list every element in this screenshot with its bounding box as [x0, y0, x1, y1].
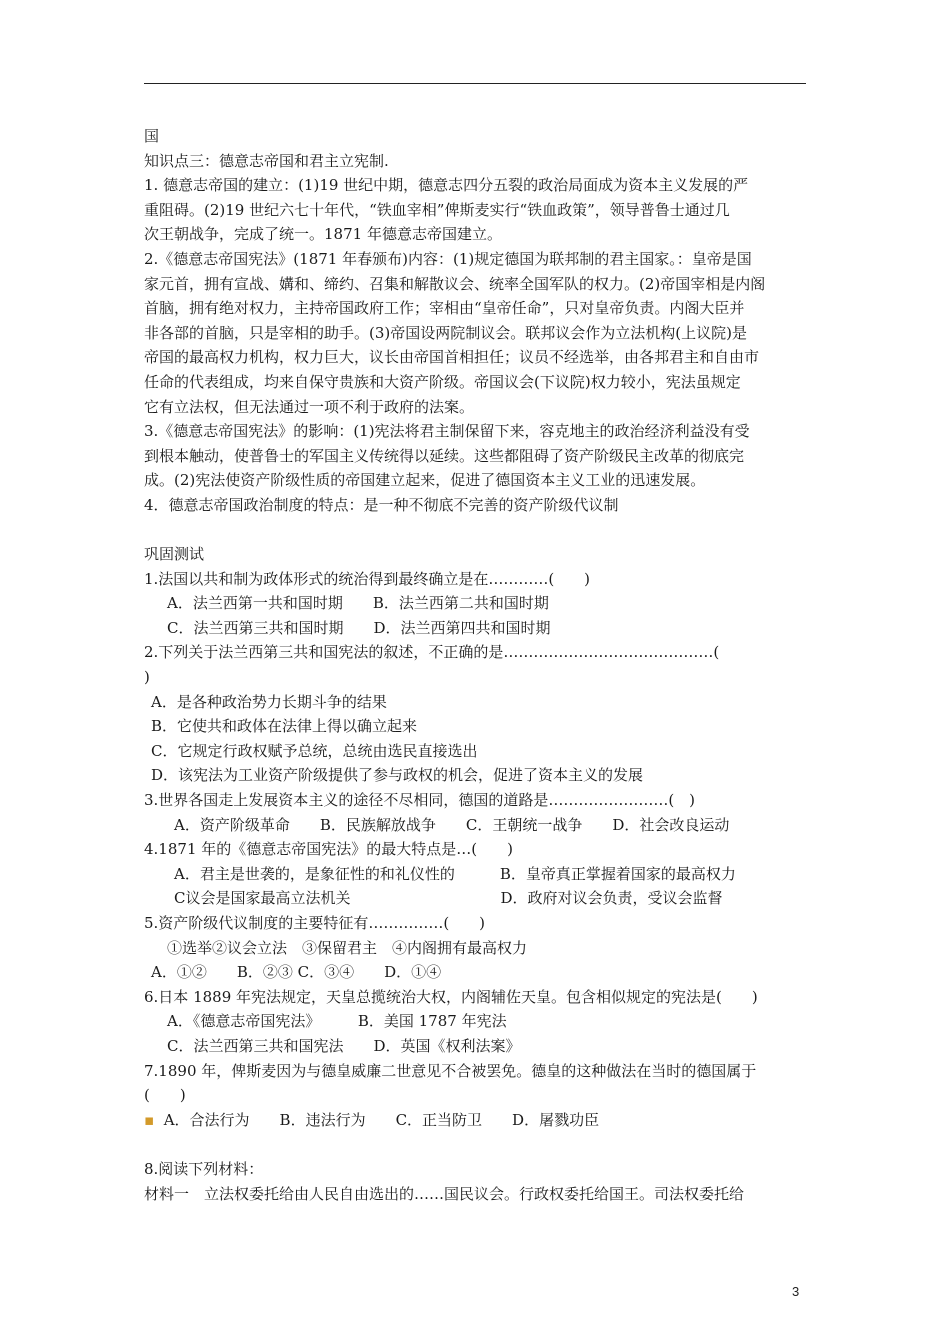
question-stem: 5.资产阶级代议制度的主要特征有……………( )	[144, 914, 486, 932]
question-items: ①选举②议会立法 ③保留君主 ④内阁拥有最高权力	[167, 938, 528, 957]
question-stem-end: )	[144, 668, 150, 687]
question-stem: 2.下列关于法兰西第三共和国宪法的叙述，不正确的是……………………………………(	[144, 643, 720, 662]
section-heading: 知识点三：德意志帝国和君主立宪制.	[144, 151, 389, 170]
text-line: 帝国的最高权力机构，权力巨大，议长由帝国首相担任；议员不经选举，由各邦君主和自由市	[144, 348, 760, 367]
page-number: 3	[792, 1284, 800, 1299]
material-text: 材料一 立法权委托给由人民自由选出的……国民议会。行政权委托给国王。司法权委托给	[144, 1184, 745, 1203]
question-stem: 1.法国以共和制为政体形式的统治得到最终确立是在…………( )	[144, 569, 591, 588]
question-option: A．是各种政治势力长期斗争的结果	[151, 692, 387, 711]
question-option: C．它规定行政权赋予总统，总统由选民直接选出	[151, 741, 478, 760]
question-1	[144, 567, 808, 641]
question-option: D．该宪法为工业资产阶级提供了参与政权的机会，促进了资本主义的发展	[151, 766, 644, 785]
question-4	[144, 837, 808, 911]
question-5	[144, 911, 808, 985]
question-options: A．①② B．②③ C．③④ D．①④	[151, 963, 442, 982]
question-8	[144, 1157, 808, 1206]
question-stem: 8.阅读下列材料：	[144, 1159, 264, 1178]
text-line: 4．德意志帝国政治制度的特点：是一种不彻底不完善的资产阶级代议制	[144, 495, 619, 514]
text-line: 重阻碍。(2)19 世纪六七十年代，“铁血宰相”俾斯麦实行“铁血政策”，领导普鲁士通过几	[144, 200, 730, 219]
question-options: A．《德意志帝国宪法》 B．美国 1787 年宪法	[167, 1012, 507, 1031]
question-2	[144, 640, 808, 788]
header-rule	[144, 83, 806, 84]
question-options: A．法兰西第一共和国时期 B．法兰西第二共和国时期	[167, 594, 549, 613]
question-options: C议会是国家最高立法机关 D．政府对议会负责，受议会监督	[174, 889, 723, 908]
text-line: 次王朝战争，完成了统一。1871 年德意志帝国建立。	[144, 225, 502, 244]
text-line: 2.《德意志帝国宪法》(1871 年春颁布)内容：(1)规定德国为联邦制的君主国家。：皇帝是国	[144, 249, 752, 268]
question-options: C．法兰西第三共和国时期 D．法兰西第四共和国时期	[167, 618, 551, 637]
text-line: 家元首，拥有宣战、媾和、缔约、召集和解散议会、统率全国军队的权力。(2)帝国宰相是内阁	[144, 274, 766, 293]
text-line: 1. 德意志帝国的建立：(1)19 世纪中期，德意志四分五裂的政治局面成为资本主义发展的严	[144, 176, 749, 195]
text-line: 首脑，拥有绝对权力，主持帝国政府工作；宰相由“皇帝任命”，只对皇帝负责。内阁大臣并	[144, 299, 745, 318]
question-stem: 4.1871 年的《德意志帝国宪法》的最大特点是…( )	[144, 840, 513, 859]
quiz-section	[144, 542, 808, 1206]
text-line: 到根本触动，使普鲁士的军国主义传统得以延续。这些都阻碍了资产阶级民主改革的彻底完	[144, 446, 745, 465]
text-line: 它有立法权，但无法通过一项不利于政府的法案。	[144, 397, 475, 416]
quiz-title: 巩固测试	[144, 545, 205, 564]
text-line: 非各部的首脑，只是宰相的助手。(3)帝国设两院制议会。联邦议会作为立法机构(上议院)是	[144, 323, 747, 342]
question-option: B．它使共和政体在法律上得以确立起来	[151, 717, 418, 736]
question-7	[144, 1059, 808, 1133]
question-stem: 3.世界各国走上发展资本主义的途径不尽相同，德国的道路是……………………( )	[144, 791, 696, 810]
text-line: 成。(2)宪法使资产阶级性质的帝国建立起来，促进了德国资本主义工业的迅速发展。	[144, 471, 706, 490]
question-options: A．合法行为 B．违法行为 C．正当防卫 D．屠戮功臣	[163, 1110, 600, 1129]
text-line: 3.《德意志帝国宪法》的影响：(1)宪法将君主制保留下来，容克地主的政治经济利益没有受	[144, 422, 750, 441]
question-3	[144, 788, 808, 837]
document-body	[144, 124, 808, 1206]
text-line: 任命的代表组成，均来自保守贵族和大资产阶级。帝国议会(下议院)权力较小，宪法虽规定	[144, 372, 741, 391]
question-6	[144, 985, 808, 1059]
text-line: 国	[144, 127, 160, 145]
question-stem: 6.日本 1889 年宪法规定，天皇总揽统治大权，内阁辅佐天皇。包含相似规定的宪法是( )	[144, 987, 758, 1006]
question-paren: ( )	[144, 1086, 186, 1105]
bullet-marker-icon: ▪	[144, 1110, 155, 1129]
question-options-row	[144, 1108, 808, 1133]
knowledge-section	[144, 124, 808, 518]
question-options: A．资产阶级革命 B．民族解放战争 C．王朝统一战争 D．社会改良运动	[174, 815, 730, 834]
question-stem: 7.1890 年，俾斯麦因为与德皇威廉二世意见不合被罢免。德皇的这种做法在当时的德国属于	[144, 1061, 757, 1080]
question-options: A．君主是世袭的，是象征性的和礼仪性的 B．皇帝真正掌握着国家的最高权力	[174, 864, 736, 883]
question-options: C．法兰西第三共和国宪法 D．英国《权利法案》	[167, 1036, 521, 1055]
